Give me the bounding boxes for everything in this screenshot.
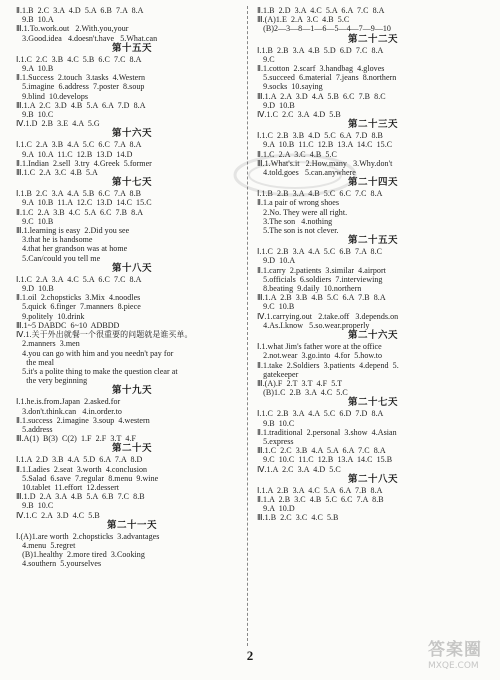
answer-line: Ⅱ.1.B 2.C 3.A 4.D 5.A 6.B 7.A 8.A [16, 6, 144, 15]
answer-line: Ⅰ.(A)1.are worth 2.chopsticks 3.advantages [16, 531, 160, 541]
answer-line: Ⅱ.1.carry 2.patients 3.similar 4.airport [257, 265, 386, 275]
answer-line: 10.tablet 11.effort 12.dessert [16, 482, 120, 492]
answer-line: Ⅰ.1.A 2.B 3.A 4.C 5.A 6.A 7.B 8.A [257, 485, 383, 495]
answer-line: 5.succeed 6.material 7.jeans 8.northern [257, 73, 397, 83]
answer-line: 9.politely 10.drink [16, 311, 85, 321]
answer-line: 5.quick 6.finger 7.manners 8.piece [16, 302, 141, 312]
answer-line: Ⅲ.1.A 2.B 3.B 4.B 5.C 6.A 7.B 8.A [257, 293, 386, 303]
answer-line: 5.address [16, 424, 53, 434]
answer-line: 4.As.I.know 5.so.wear.properly [257, 320, 370, 330]
day-heading: 第二十四天 [347, 177, 398, 189]
answer-line: Ⅲ.1.D 2.A 3.A 4.B 5.A 6.B 7.C 8.B [16, 492, 145, 502]
answer-line: 9.C [257, 54, 275, 64]
answer-line: 4.southern 5.yourselves [16, 559, 102, 569]
answer-line: Ⅲ.1.B 2.C 3.C 4.C 5.B [257, 513, 339, 523]
answer-line: 9.D 10.B [16, 284, 54, 294]
answer-line: 9.A 10.B 11.C 12.B 13.A 14.C 15.C [257, 140, 393, 150]
answer-line: (B)1.C 2.B 3.A 4.C 5.C [257, 388, 348, 398]
answer-line: (B)1.healthy 2.more tired 3.Cooking [16, 550, 145, 560]
answer-line: 9.C 10.B [257, 302, 295, 312]
answer-line: Ⅲ.1.A 2.A 3.D 4.A 5.B 6.C 7.B 8.C [257, 91, 386, 101]
day-heading: 第十八天 [111, 262, 152, 274]
answer-line: Ⅲ.1~5 DABDC 6~10 ADBDD [16, 320, 120, 330]
answer-line: 9.blind 10.develops [16, 91, 89, 101]
answer-line: 9.B 10.C [257, 418, 295, 428]
answer-line: 9.A 10.A 11.C 12.B 13.D 14.D [16, 149, 133, 159]
watermark-title: 答案圈 [428, 640, 482, 660]
answer-line: Ⅲ.1.learning is easy 2.Did you see [16, 226, 130, 236]
answer-line: Ⅲ.1.C 2.A 3.C 4.B 5.A [16, 168, 98, 178]
answer-line: (B)2—3—8—1—6—5—4—7—9—10 [257, 24, 391, 34]
day-heading: 第二十二天 [347, 33, 398, 45]
answer-line: 4.menu 5.regret [16, 540, 76, 550]
answer-line: Ⅱ.1.Success 2.touch 3.tasks 4.Western [16, 73, 146, 83]
answer-line: Ⅱ.1.oil 2.chopsticks 3.Mix 4.noodles [16, 293, 141, 303]
answer-line: gatekeeper [257, 369, 299, 379]
answer-line: 9.B 10.C [16, 501, 54, 511]
answer-line: 3.Good.idea 4.doesn't.have 5.What.can [16, 33, 158, 43]
right-answer-column [257, 6, 489, 523]
answer-line: the meal [16, 357, 54, 367]
answer-line: Ⅱ.1.take 2.Soldiers 3.patients 4.depend 5. [257, 360, 399, 370]
watermark-url: MXQE.COM [428, 661, 479, 671]
day-heading: 第二十五天 [347, 235, 398, 247]
answer-line: 9.B 10.A [16, 15, 54, 25]
page-number: 2 [246, 648, 254, 663]
day-heading: 第二十三天 [347, 119, 398, 131]
answer-line: 3.don't.think.can 4.in.order.to [16, 406, 122, 416]
answer-line: 9.D 10.A [257, 256, 296, 266]
column-divider [247, 6, 248, 646]
answer-line: 4.told.goes 5.can.anywhere [257, 168, 356, 178]
answer-line: Ⅳ.1.C 2.A 3.D 4.C 5.B [16, 510, 100, 520]
answer-line: Ⅱ.1.traditional 2.personal 3.show 4.Asian [257, 427, 397, 437]
answer-line: 9.D 10.B [257, 100, 295, 110]
answer-line: Ⅱ.1.Ladies 2.seat 3.worth 4.conclusion [16, 464, 148, 474]
answer-line: Ⅰ.1.C 2.C 3.B 4.C 5.B 6.C 7.C 8.A [16, 54, 142, 64]
answer-line: Ⅲ.1.A 2.C 3.D 4.B 5.A 6.A 7.D 8.A [16, 100, 146, 110]
day-heading: 第十九天 [111, 385, 152, 397]
day-heading: 第二十天 [111, 443, 152, 455]
answer-line: Ⅳ.1.D 2.B 3.E 4.A 5.G [16, 119, 100, 129]
answer-line: 5.express [257, 436, 294, 446]
answer-line: the very beginning [16, 376, 88, 386]
answer-line: 9.C 10.B [16, 216, 54, 226]
answer-line: 9.A 10.D [257, 504, 295, 514]
answer-line: 5.it's a polite thing to make the question clear at [16, 366, 178, 376]
answer-line: Ⅰ.1.C 2.A 3.B 4.A 5.C 6.C 7.A 8.A [16, 140, 142, 150]
answer-line: Ⅳ.1.C 2.C 3.A 4.D 5.B [257, 110, 341, 120]
answer-line: Ⅰ.1.B 2.C 3.A 4.A 5.B 6.C 7.A 8.B [16, 189, 142, 199]
answer-line: Ⅰ.1.C 2.B 3.A 4.A 5.C 6.D 7.D 8.A [257, 409, 384, 419]
answer-line: 8.beating 9.daily 10.northern [257, 284, 362, 294]
answer-line: 9.C 10.C 11.C 12.B 13.A 14.C 15.B [257, 455, 393, 465]
answer-line: Ⅳ.1.carrying.out 2.take.off 3.depends.on [257, 311, 399, 321]
day-heading: 第二十八天 [347, 473, 398, 485]
answer-line: Ⅱ.1.C 2.A 3.B 4.C 5.A 6.C 7.B 8.A [16, 207, 144, 217]
answer-line: Ⅲ.(A)1.E 2.A 3.C 4.B 5.C [257, 15, 350, 25]
day-heading: 第二十七天 [347, 397, 398, 409]
answer-line: 4.that her grandson was at home [16, 244, 128, 254]
answer-line: Ⅰ.1.C 2.B 3.A 4.A 5.C 6.B 7.A 8.C [257, 247, 383, 257]
answer-line: 5.imagine 6.address 7.poster 8.soup [16, 82, 145, 92]
answer-line: Ⅰ.1.C 2.B 3.B 4.D 5.C 6.A 7.D 8.B [257, 131, 383, 141]
answer-line: Ⅲ.(A).F 2.T 3.T 4.F 5.T [257, 378, 343, 388]
answer-line: Ⅱ.1.a pair of wrong shoes [257, 198, 340, 208]
answer-line: 9.A 10.B 11.A 12.C 13.D 14.C 15.C [16, 198, 152, 208]
answer-line: 2.manners 3.men [16, 339, 80, 349]
day-heading: 第十五天 [111, 42, 152, 54]
answer-line: Ⅱ.1.C 2.A 3.C 4.B 5.C [257, 149, 337, 159]
answer-line: 2.No. They were all right. [257, 207, 348, 217]
answer-line: 9.B 10.C [16, 110, 54, 120]
answer-line: Ⅰ.1.what Jim's father wore at the office [257, 342, 382, 352]
answer-line: Ⅲ.1.C 2.C 3.B 4.A 5.A 6.A 7.C 8.A [257, 446, 386, 456]
day-heading: 第二十六天 [347, 330, 398, 342]
day-heading: 第十七天 [111, 177, 152, 189]
day-heading: 第十六天 [111, 128, 152, 140]
answer-line: Ⅱ.1.Indian 2.sell 3.try 4.Greek 5.former [16, 158, 152, 168]
answer-line: 4.you can go with him and you needn't pay for [16, 348, 174, 358]
answer-line: 5.Salad 6.save 7.regular 8.menu 9.wine [16, 473, 159, 483]
day-heading: 第二十一天 [106, 519, 157, 531]
answer-line: 5.Can/could you tell me [16, 253, 101, 263]
answer-line: 3.that he is handsome [16, 235, 93, 245]
answer-line: 9.socks 10.saying [257, 82, 323, 92]
answer-line: Ⅰ.1.he.is.from.Japan 2.asked.for [16, 397, 121, 407]
answer-line: Ⅱ.1.A 2.B 3.C 4.B 5.C 6.C 7.A 8.B [257, 494, 384, 504]
answer-line: Ⅱ.1.B 2.D 3.A 4.C 5.A 6.A 7.C 8.A [257, 6, 385, 15]
answer-line: 9.A 10.B [16, 64, 54, 74]
answer-line: Ⅲ.1.What's.it 2.How.many 3.Why.don't [257, 158, 393, 168]
answer-line: Ⅱ.1.cotton 2.scarf 3.handbag 4.gloves [257, 64, 385, 74]
answer-line: 5.The son is not clever. [257, 226, 339, 236]
answer-line: Ⅰ.1.C 2.A 3.A 4.C 5.A 6.C 7.C 8.A [16, 274, 142, 284]
answer-line: Ⅰ.1.A 2.D 3.B 4.A 5.D 6.A 7.A 8.D [16, 455, 143, 465]
answer-line: 2.not.wear 3.go.into 4.for 5.how.to [257, 351, 383, 361]
answer-line: Ⅳ.1.关于外出就餐一个很重要的问题就是谁买单。 [16, 330, 193, 340]
answer-line: Ⅰ.1.B 2.B 3.A 4.B 5.C 6.C 7.C 8.A [257, 189, 383, 199]
answer-line: Ⅲ.1.To.work.out 2.With.you,your [16, 24, 129, 34]
answer-line: Ⅳ.1.A 2.C 3.A 4.D 5.C [257, 464, 341, 474]
answer-line: 3.The son 4.nothing [257, 216, 333, 226]
answer-line: Ⅲ.A(1) B(3) C(2) 1.F 2.F 3.T 4.F [16, 434, 136, 444]
answer-line: 5.officials 6.soldiers 7.interviewing [257, 274, 383, 284]
left-answer-column [16, 6, 248, 569]
answer-line: Ⅰ.1.B 2.B 3.A 4.B 5.D 6.D 7.C 8.A [257, 45, 384, 55]
answer-line: Ⅱ.1.success 2.imagine 3.soup 4.western [16, 415, 150, 425]
